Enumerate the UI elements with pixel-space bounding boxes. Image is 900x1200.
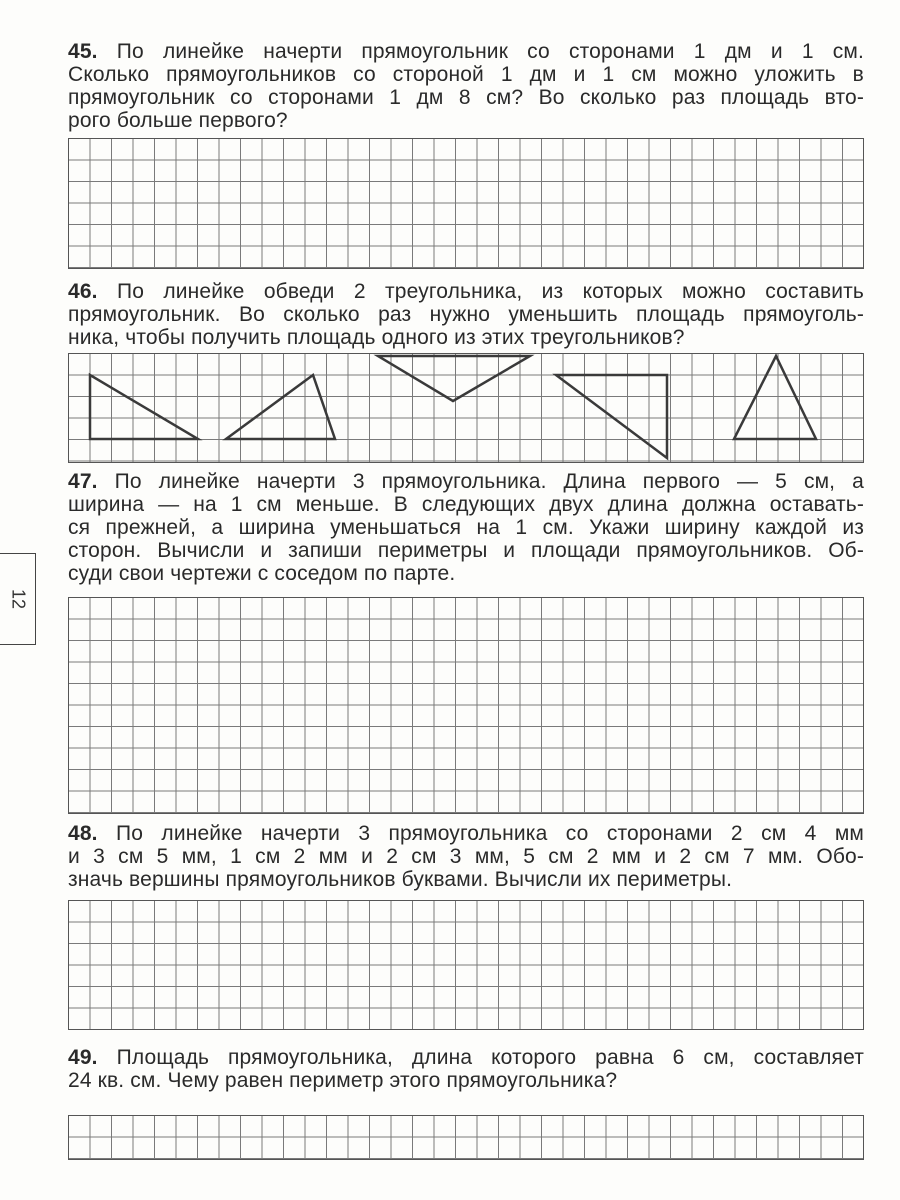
task-text-line: По линейке начерти 3 прямоугольника со сторонами 2 см 4 мм [116, 822, 864, 845]
task-number: 48. [68, 822, 98, 845]
page-number-tab [0, 553, 36, 645]
task-text-line: сторон. Вычисли и запиши периметры и площади прямоугольников. Об- [68, 539, 864, 562]
task-text-line: и 3 см 5 мм, 1 см 2 мм и 2 см 3 мм, 5 см 2 мм и 2 см 7 мм. Обо- [68, 845, 864, 868]
page-number: 12 [8, 588, 28, 610]
task-45 [68, 40, 864, 132]
graph-paper-grid-48[interactable] [68, 900, 864, 1030]
task-text-line: По линейке обведи 2 треугольника, из которых можно составить [116, 280, 864, 303]
task-48 [68, 822, 864, 891]
task-text-line: рого больше первого? [68, 109, 288, 132]
task-text-line: По линейке начерти прямоугольник со сторонами 1 дм и 1 см. [116, 40, 864, 63]
graph-paper-grid-46[interactable] [68, 353, 864, 463]
task-text-line: прямоугольник. Во сколько раз нужно уменьшить площадь прямоуголь- [68, 303, 864, 326]
task-49 [68, 1046, 864, 1092]
task-text-line: суди свои чертежи с соседом по парте. [68, 562, 456, 585]
task-text-line: По линейке начерти 3 прямоугольника. Длина первого — 5 см, а [114, 470, 864, 493]
task-46 [68, 280, 864, 349]
task-text-line: ника, чтобы получить площадь одного из этих треугольников? [68, 326, 685, 349]
task-47 [68, 470, 864, 585]
task-text-line: Площадь прямоугольника, длина которого равна 6 см, составляет [116, 1046, 864, 1069]
task-text-line: 24 кв. см. Чему равен периметр этого прямоугольника? [68, 1069, 618, 1092]
graph-paper-grid-49[interactable] [68, 1115, 864, 1160]
task-number: 47. [68, 470, 98, 493]
task-text-line: прямоугольник со сторонами 1 дм 8 см? Во сколько раз площадь вто- [68, 86, 864, 109]
task-number: 45. [68, 40, 98, 63]
task-number: 49. [68, 1046, 98, 1069]
task-text-line: Сколько прямоугольников со стороной 1 дм и 1 см можно уложить в [68, 63, 864, 86]
task-number: 46. [68, 280, 98, 303]
graph-paper-grid-47[interactable] [68, 597, 864, 814]
graph-paper-grid-45[interactable] [68, 138, 864, 269]
task-text-line: ся прежней, а ширина уменьшаться на 1 см. Укажи ширину каждой из [68, 516, 864, 539]
task-text-line: ширина — на 1 см меньше. В следующих двух длина должна оставать- [68, 493, 864, 516]
task-text-line: значь вершины прямоугольников буквами. Вычисли их периметры. [68, 868, 733, 891]
